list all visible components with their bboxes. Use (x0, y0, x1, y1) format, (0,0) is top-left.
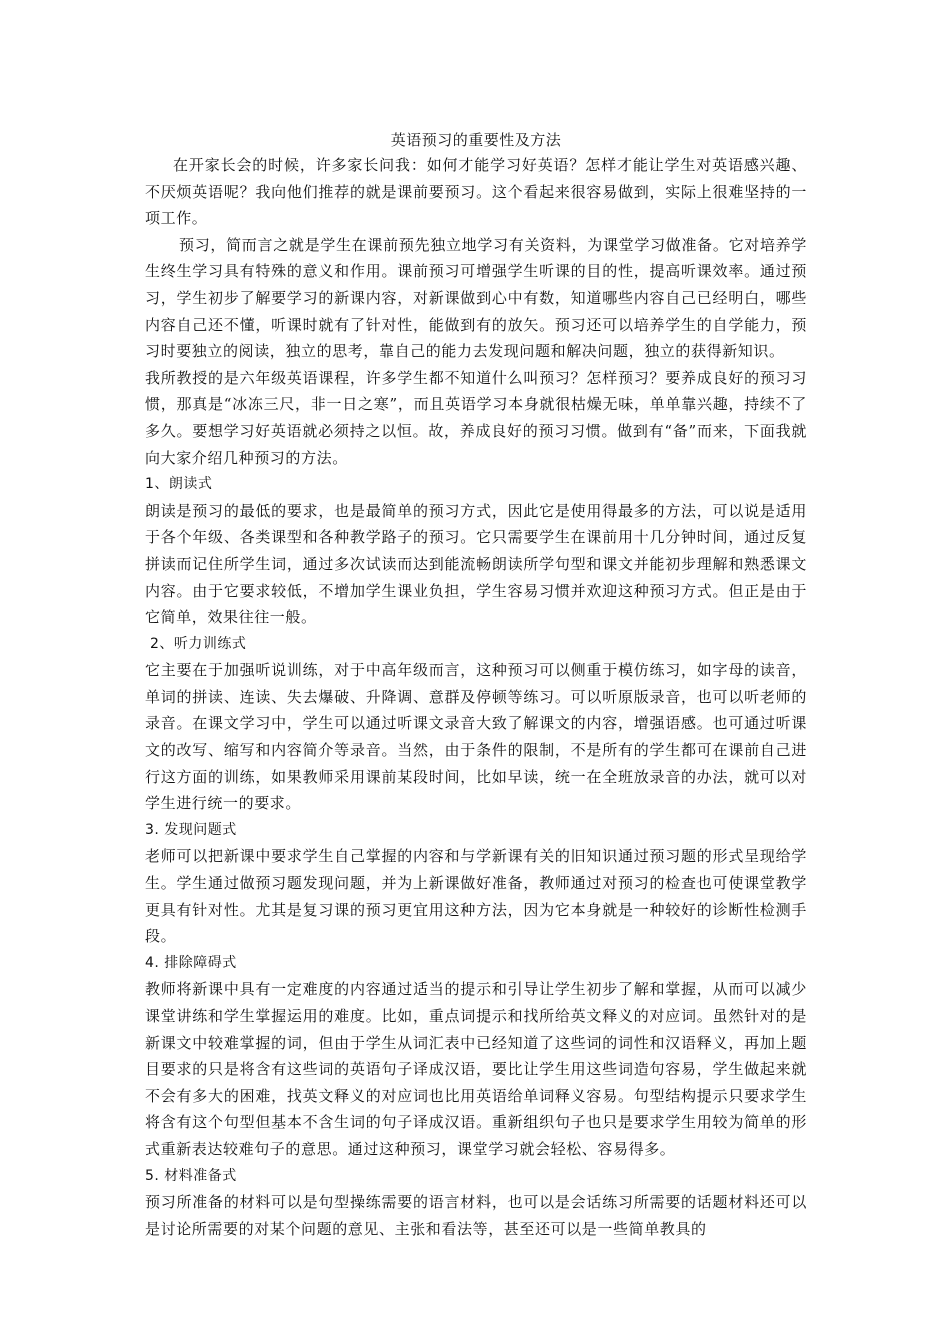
section-body-problem-finding: 老师可以把新课中要求学生自己掌握的内容和与学新课有关的旧知识通过预习题的形式呈现给学生。学生通过做预习题发现问题，并为上新课做好准备，教师通过对预习的检查也可使课堂教学更具有针对性。尤其是复习课的预习更宜用这种方法，因为它本身就是一种较好的诊断性检测手段。 (145, 847, 807, 946)
section-heading-obstacle-removal: 4. 排除障碍式 (145, 954, 237, 971)
document-page (145, 128, 807, 1242)
section-body-listening: 它主要在于加强听说训练，对于中高年级而言，这种预习可以侧重于模仿练习，如字母的读音，单词的拼读、连读、失去爆破、升降调、意群及停顿等练习。可以听原版录音，也可以听老师的录音。在课文学习中，学生可以通过听课文录音大致了解课文的内容，增强语感。也可通过听课文的改写、缩写和内容简介等录音。当然，由于条件的限制，不是所有的学生都可在课前自己进行这方面的训练，如果教师采用课前某段时间，比如早读，统一在全班放录音的办法，就可以对学生进行统一的要求。 (145, 661, 807, 813)
section-body-material-prep: 预习所准备的材料可以是句型操练需要的语言材料，也可以是会话练习所需要的话题材料还可以是讨论所需要的对某个问题的意见、主张和看法等，甚至还可以是一些简单教具的 (145, 1193, 807, 1238)
definition-paragraph: 预习，简而言之就是学生在课前预先独立地学习有关资料，为课堂学习做准备。它对培养学生终生学习具有特殊的意义和作用。课前预习可增强学生听课的目的性，提高听课效率。通过预习，学生初步了解要学习的新课内容，对新课做到心中有数，知道哪些内容自己已经明白，哪些内容自己还不懂，听课时就有了针对性，能做到有的放矢。预习还可以培养学生的自学能力，预习时要独立的阅读，独立的思考，靠自己的能力去发现问题和解决问题，独立的获得新知识。 (145, 235, 807, 361)
section-heading-reading: 1、朗读式 (145, 476, 213, 493)
section-body-obstacle-removal: 教师将新课中具有一定难度的内容通过适当的提示和引导让学生初步了解和掌握，从而可以减少课堂讲练和学生掌握运用的难度。比如，重点词提示和找所给英文释义的对应词。虽然针对的是新课文中较难掌握的词，但由于学生从词汇表中已经知道了这些词的词性和汉语释义，再加上题目要求的只是将含有这些词的英语句子译成汉语，要比让学生用这些词造句容易，学生做起来就不会有多大的困难，找英文释义的对应词也比用英语给单词释义容易。句型结构提示只要求学生将含有这个句型但基本不含生词的句子译成汉语。重新组织句子也只是要求学生用较为简单的形式重新表达较难句子的意思。通过这种预习，课堂学习就会轻松、容易得多。 (145, 980, 807, 1158)
section-body-reading: 朗读是预习的最低的要求，也是最简单的预习方式，因此它是使用得最多的方法，可以说是适用于各个年级、各类课型和各种教学路子的预习。它只需要学生在课前用十几分钟时间，通过反复拼读而记住所学生词，通过多次试读而达到能流畅朗读所学句型和课文并能初步理解和熟悉课文内容。由于它要求较低，不增加学生课业负担，学生容易习惯并欢迎这种预习方式。但正是由于它简单，效果往往一般。 (145, 501, 807, 627)
context-paragraph: 我所教授的是六年级英语课程，许多学生都不知道什么叫预习？怎样预习？要养成良好的预习习惯，那真是“冰冻三尺，非一日之寒”，而且英语学习本身就很枯燥无味，单单靠兴趣，持续不了多久。要想学习好英语就必须持之以恒。故，养成良好的预习习惯。做到有“备”而来，下面我就向大家介绍几种预习的方法。 (145, 368, 807, 467)
section-heading-problem-finding: 3. 发现问题式 (145, 821, 237, 838)
section-heading-listening: 2、听力训练式 (150, 635, 247, 652)
section-heading-material-prep: 5. 材料准备式 (145, 1167, 237, 1184)
intro-paragraph: 在开家长会的时候，许多家长问我：如何才能学习好英语？怎样才能让学生对英语感兴趣、不厌烦英语呢？我向他们推荐的就是课前要预习。这个看起来很容易做到，实际上很难坚持的一项工作。 (145, 156, 807, 228)
document-title: 英语预习的重要性及方法 (390, 131, 562, 149)
